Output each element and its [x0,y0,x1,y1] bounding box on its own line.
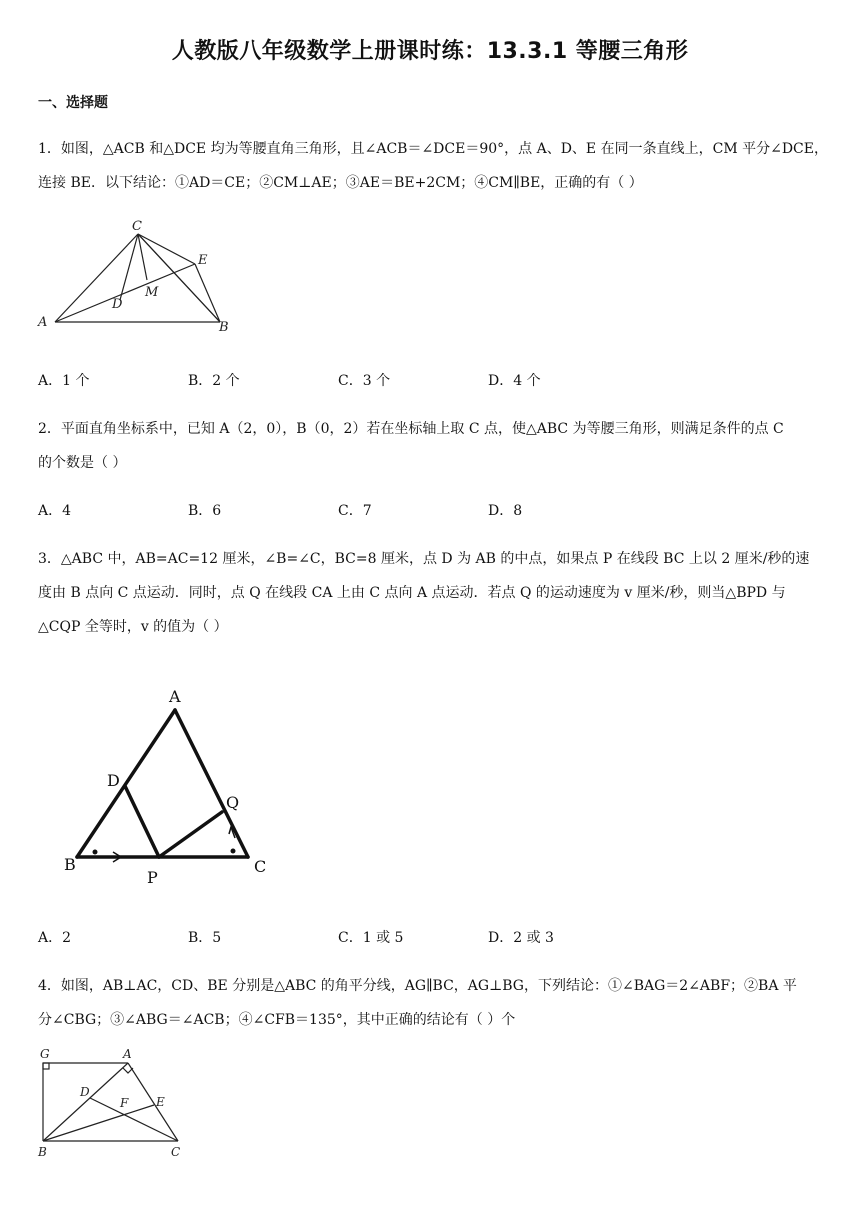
q4-label-a: A [123,1047,132,1061]
q3-text-line3: △CQP 全等时，v 的值为（ ） [38,619,228,635]
q3-label-c: C [254,857,267,876]
q3-label-b: B [64,855,76,874]
q3-option-b[interactable]: B．5 [188,930,222,946]
q1-label-e: E [198,253,208,268]
q1-label-d: D [112,297,123,312]
q3-label-p: P [147,868,158,887]
q4-label-b: B [38,1145,47,1159]
q2-option-c[interactable]: C．7 [338,503,372,519]
q2-option-d[interactable]: D．8 [488,503,523,519]
q4-text-line1: 4．如图，AB⊥AC，CD、BE 分别是△ABC 的角平分线，AG∥BC，AG⊥BG，下列结论：①∠BAG＝2∠ABF；②BA 平 [38,978,797,994]
q1-text-line2: 连接 BE．以下结论：①AD＝CE；②CM⊥AE；③AE＝BE+2CM；④CM∥BE，正确的有（ ） [38,175,643,191]
q1-figure [30,218,250,338]
q2-option-b[interactable]: B．6 [188,503,222,519]
q1-option-a[interactable]: A．1 个 [38,373,90,389]
q3-figure [55,680,280,890]
q4-label-d: D [80,1085,90,1099]
section-heading: 一、选择题 [38,95,108,111]
q2-option-a[interactable]: A．4 [38,503,72,519]
q1-text-line1: 1．如图，△ACB 和△DCE 均为等腰直角三角形，且∠ACB＝∠DCE＝90°，点 A、D、E 在同一条直线上，CM 平分∠DCE， [38,141,828,157]
q1-option-b[interactable]: B．2 个 [188,373,240,389]
q4-figure [30,1044,200,1164]
q4-label-e: E [156,1095,165,1109]
page-title: 人教版八年级数学上册课时练：13.3.1 等腰三角形 [171,39,689,64]
q2-text-line1: 2．平面直角坐标系中，已知 A（2，0），B（0，2）若在坐标轴上取 C 点，使△ABC 为等腰三角形，则满足条件的点 C [38,421,784,437]
q4-label-f: F [120,1096,129,1110]
q3-option-a[interactable]: A．2 [38,930,72,946]
q3-label-d: D [107,771,120,790]
q4-label-g: G [40,1047,50,1061]
q1-option-c[interactable]: C．3 个 [338,373,391,389]
q3-option-c[interactable]: C．1 或 5 [338,930,404,946]
q1-label-b: B [219,320,229,335]
q4-label-c: C [171,1145,181,1159]
q3-text-line2: 度由 B 点向 C 点运动．同时，点 Q 在线段 CA 上由 C 点向 A 点运动．若点 Q 的运动速度为 v 厘米/秒，则当△BPD 与 [38,585,786,601]
q1-option-d[interactable]: D．4 个 [488,373,541,389]
q2-text-line2: 的个数是（ ） [38,455,127,471]
q1-label-m: M [145,285,159,300]
q3-option-d[interactable]: D．2 或 3 [488,930,554,946]
q1-label-c: C [132,219,142,234]
q1-label-a: A [38,315,48,330]
q3-text-line1: 3．△ABC 中，AB=AC=12 厘米，∠B=∠C，BC=8 厘米，点 D 为 AB 的中点，如果点 P 在线段 BC 上以 2 厘米/秒的速 [38,551,810,567]
q3-label-q: Q [226,793,240,812]
q4-text-line2: 分∠CBG；③∠ABG＝∠ACB；④∠CFB＝135°，其中正确的结论有（ ）个 [38,1012,516,1028]
q3-label-a: A [169,687,181,706]
